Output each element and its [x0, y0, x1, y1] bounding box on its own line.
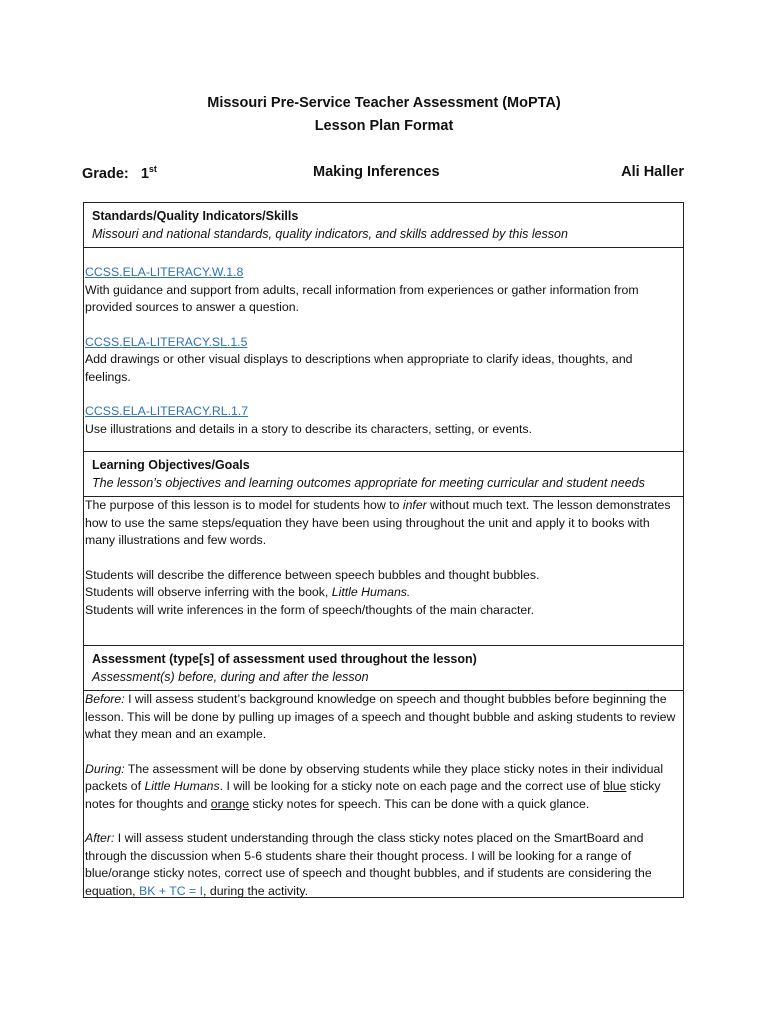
document-title: Missouri Pre-Service Teacher Assessment (MoPTA) — [207, 95, 561, 111]
section-heading: Learning Objectives/Goals — [92, 458, 250, 472]
standard-link[interactable]: CCSS.ELA-LITERACY.W.1.8 — [85, 265, 244, 279]
standard-text: With guidance and support from adults, recall information from experiences or gather information from provided sources to answer a question. — [85, 282, 639, 314]
standard-link[interactable]: CCSS.ELA-LITERACY.SL.1.5 — [85, 334, 248, 349]
objectives-section — [83, 451, 684, 646]
section-subheading: The lesson’s objectives and learning outcomes appropriate for meeting curricular and student needs — [92, 476, 645, 490]
objectives-header — [84, 452, 683, 496]
objective-item: Students will observe inferring with the book, Little Humans. — [85, 585, 411, 599]
section-heading: Standards/Quality Indicators/Skills — [92, 209, 299, 223]
document-subtitle: Lesson Plan Format — [314, 118, 454, 134]
assessment-header — [84, 646, 683, 690]
objectives-body — [84, 496, 683, 619]
objective-item: Students will write inferences in the form of speech/thoughts of the main character. — [85, 602, 535, 617]
objective-item: Students will describe the difference between speech bubbles and thought bubbles. — [85, 567, 540, 582]
lesson-topic: Making Inferences — [313, 164, 440, 180]
grade-label: Grade: — [82, 165, 129, 182]
assessment-before: Before: I will assess student’s background knowledge on speech and thought bubbles before beginning the lesson. This will be done by pulling up images of a speech and thought bubble and asking students to review what they mean and an example. — [85, 692, 676, 741]
standards-body — [84, 247, 683, 438]
standard-text: Add drawings or other visual displays to descriptions when appropriate to clarify ideas, thoughts, and feelings. — [85, 352, 633, 384]
standards-section — [83, 202, 684, 452]
assessment-after: After: I will assess student understanding through the class sticky notes placed on the SmartBoard and through the discussion when 5-6 students share their thought process. I will be looking for a range of blue/orange sticky notes, correct use of speech and thought bubbles, and if students are considering the equation, BK + TC = I, during the activity. — [85, 831, 652, 898]
section-heading: Assessment (type[s] of assessment used throughout the lesson) — [92, 652, 477, 666]
grade-value: 1 — [140, 165, 149, 182]
grade-field — [82, 164, 157, 182]
standard-link[interactable]: CCSS.ELA-LITERACY.RL.1.7 — [85, 404, 249, 418]
equation-text: BK + TC = I — [139, 883, 204, 898]
section-subheading: Assessment(s) before, during and after the lesson — [92, 670, 369, 684]
assessment-section — [83, 645, 684, 898]
section-subheading: Missouri and national standards, quality indicators, and skills addressed by this lesson — [92, 227, 568, 241]
assessment-during: During: The assessment will be done by observing students while they place sticky notes in their individual packets of Little Humans. I will be looking for a sticky note on each page and the correct use of blue sticky notes for thoughts and orange sticky notes for speech. This can be done with a quick glance. — [85, 761, 664, 811]
standards-header — [84, 203, 683, 247]
objectives-intro: The purpose of this lesson is to model for students how to infer without much text. The lesson demonstrates how to use the same steps/equation they have been using throughout the unit and apply it to books with many illustrations and few words. — [85, 498, 671, 547]
standard-text: Use illustrations and details in a story to describe its characters, setting, or events. — [85, 421, 532, 436]
author-name: Ali Haller — [621, 164, 684, 180]
grade-suffix: st — [148, 164, 157, 174]
assessment-body — [84, 690, 683, 900]
